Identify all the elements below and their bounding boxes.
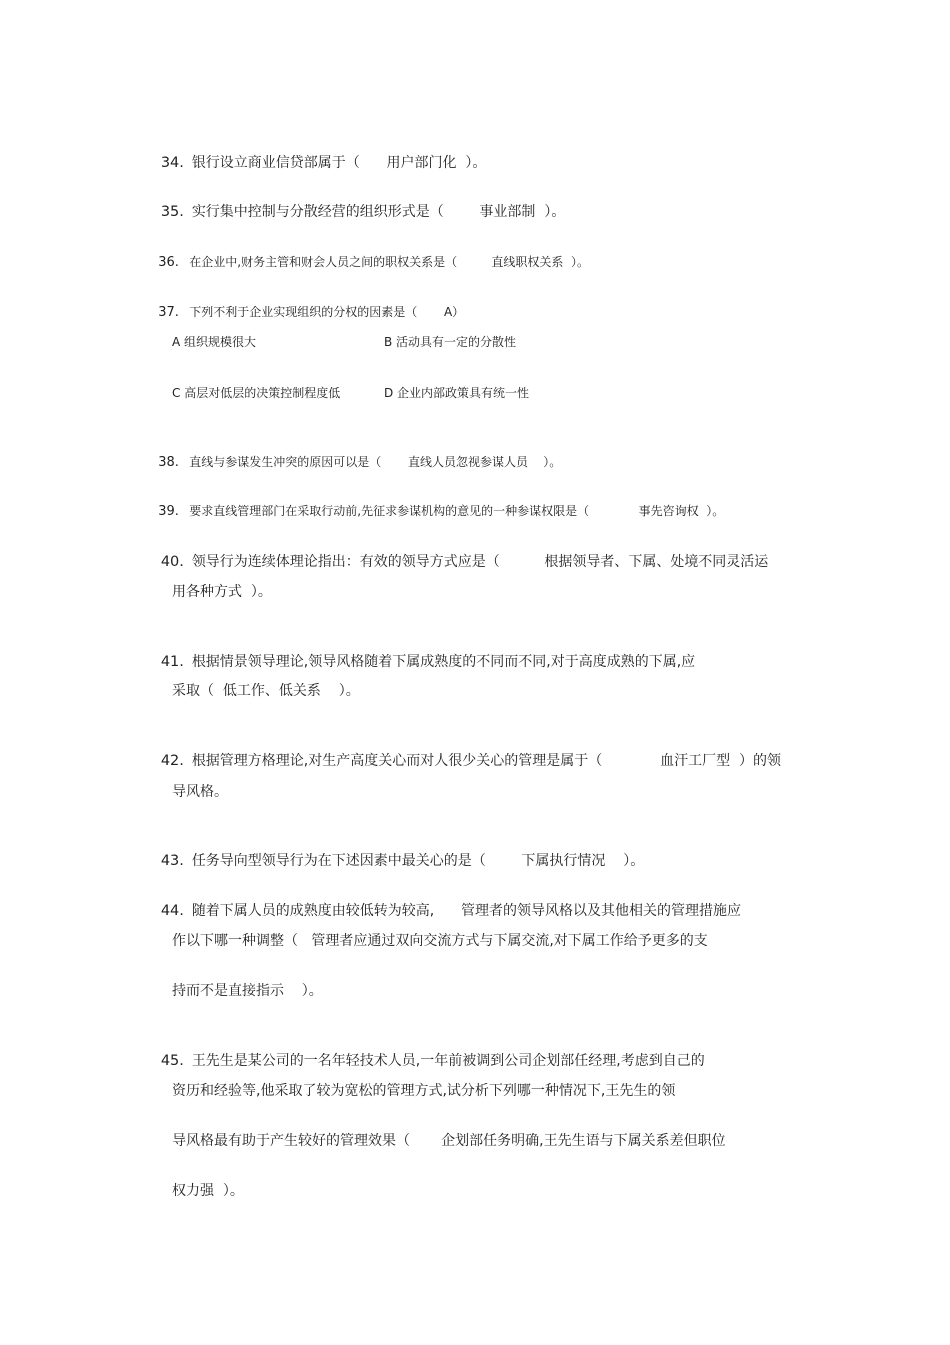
question-text: 在企业中,财务主管和财会人员之间的职权关系是（ 直线职权关系 ）。 xyxy=(189,255,590,269)
question-44-continuation: 持而不是直接指示 ）。 xyxy=(172,983,323,999)
question-text: 领导行为连续体理论指出：有效的领导方式应是（ 根据领导者、下属、处境不同灵活运 xyxy=(191,554,769,570)
question-number: 40. xyxy=(160,554,184,570)
question-number: 43. xyxy=(160,853,184,869)
question-number: 35. xyxy=(160,204,184,220)
question-text: 王先生是某公司的一名年轻技术人员,一年前被调到公司企划部任经理,考虑到自己的 xyxy=(191,1053,705,1069)
question-45-continuation: 导风格最有助于产生较好的管理效果（ 企划部任务明确,王先生语与下属关系差但职位 xyxy=(172,1133,726,1149)
question-text: 下列不利于企业实现组织的分权的因素是（ A） xyxy=(189,305,465,319)
question-number: 41. xyxy=(160,654,184,670)
option-b: B 活动具有一定的分散性 xyxy=(384,335,517,349)
question-number: 37. xyxy=(158,305,179,320)
question-number: 44. xyxy=(160,903,184,919)
option-d: D 企业内部政策具有统一性 xyxy=(384,386,530,400)
question-42-continuation: 导风格。 xyxy=(172,784,228,800)
question-text: 银行设立商业信贷部属于（ 用户部门化 ）。 xyxy=(191,155,487,171)
question-41-continuation: 采取（ 低工作、低关系 ）。 xyxy=(172,683,360,699)
question-text: 根据管理方格理论,对生产高度关心而对人很少关心的管理是属于（ 血汗工厂型 ）的领 xyxy=(191,753,782,769)
question-number: 36. xyxy=(158,255,179,270)
question-45-continuation: 资历和经验等,他采取了较为宽松的管理方式,试分析下列哪一种情况下,王先生的领 xyxy=(172,1083,676,1099)
question-text: 随着下属人员的成熟度由较低转为较高, 管理者的领导风格以及其他相关的管理措施应 xyxy=(191,903,741,919)
question-40-continuation: 用各种方式 ）。 xyxy=(172,584,272,600)
question-text: 任务导向型领导行为在下述因素中最关心的是（ 下属执行情况 ）。 xyxy=(191,853,645,869)
option-a: A 组织规模很大 xyxy=(172,335,257,349)
question-42 xyxy=(143,731,781,791)
option-c: C 高层对低层的决策控制程度低 xyxy=(172,386,341,400)
question-number: 34. xyxy=(160,155,184,171)
question-text: 直线与参谋发生冲突的原因可以是（ 直线人员忽视参谋人员 ）。 xyxy=(189,455,562,469)
question-number: 45. xyxy=(160,1053,184,1069)
question-text: 要求直线管理部门在采取行动前,先征求参谋机构的意见的一种参谋权限是（ 事先咨询权 ）。 xyxy=(189,504,725,518)
question-number: 42. xyxy=(160,753,184,769)
question-45-continuation: 权力强 ）。 xyxy=(172,1183,244,1199)
question-text: 实行集中控制与分散经营的组织形式是（ 事业部制 ）。 xyxy=(191,204,566,220)
question-number: 39. xyxy=(158,504,179,519)
question-44-continuation: 作以下哪一种调整（ 管理者应通过双向交流方式与下属交流,对下属工作给予更多的支 xyxy=(172,933,708,949)
question-number: 38. xyxy=(158,455,179,470)
question-text: 根据情景领导理论,领导风格随着下属成熟度的不同而不同,对于高度成熟的下属,应 xyxy=(191,654,696,670)
